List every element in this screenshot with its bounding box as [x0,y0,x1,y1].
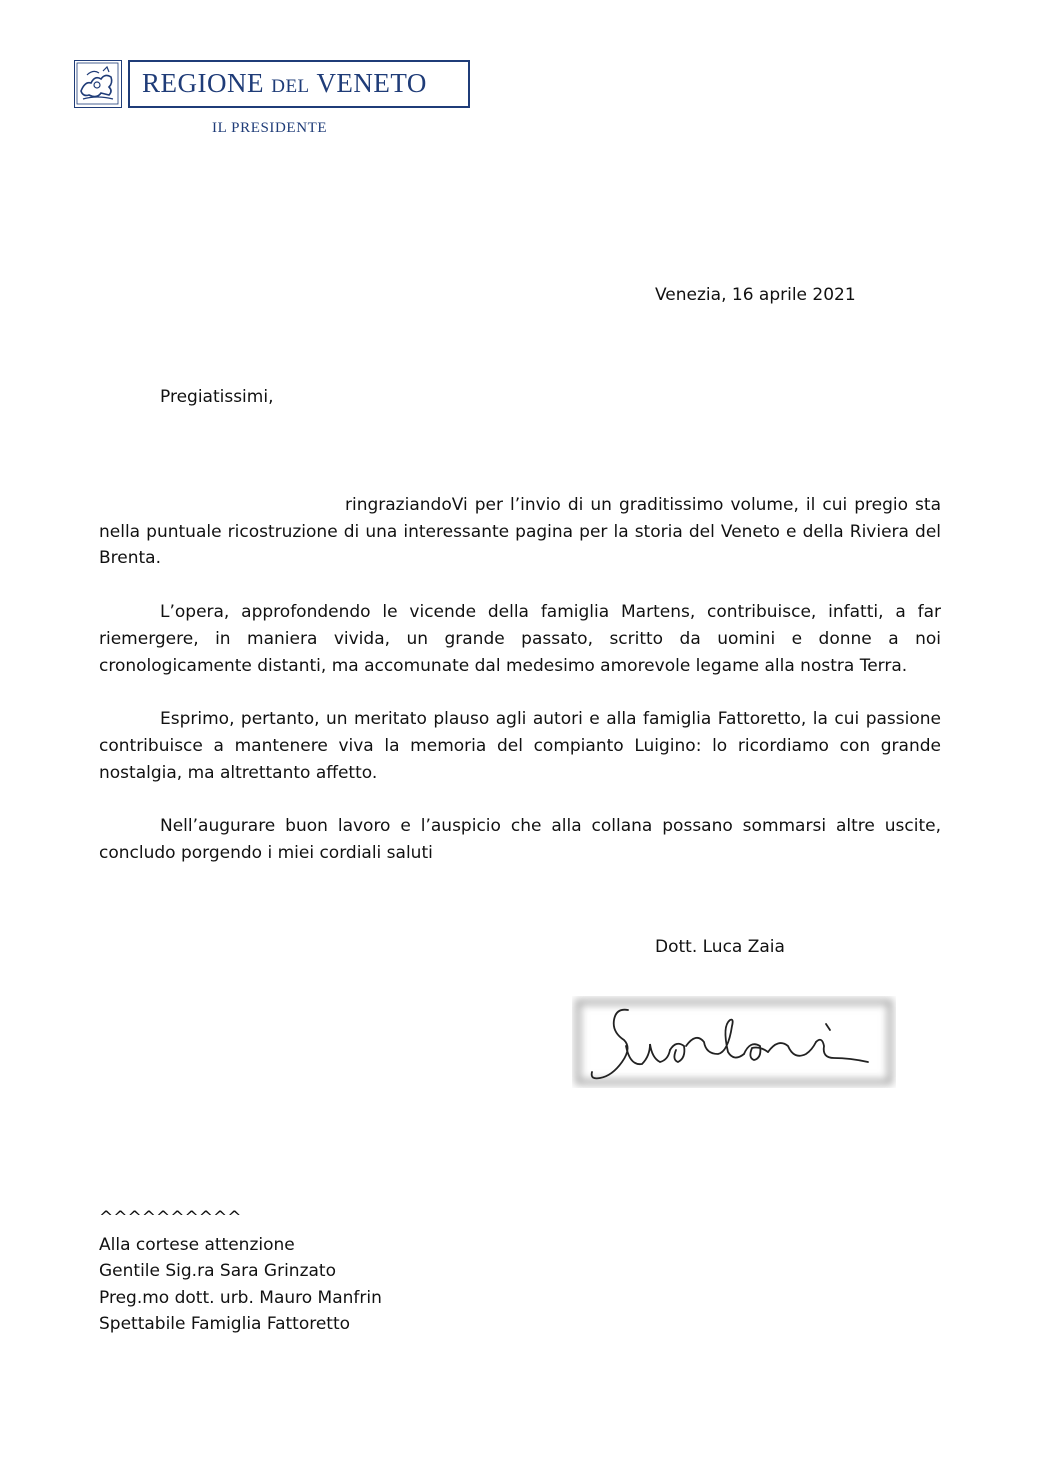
body-paragraph: ringraziandoVi per l’invio di un graditissimo volume, il cui pregio sta nella puntuale ricostruzione di una interessante pagina per la storia del Veneto e della Riviera del Brenta. [99,495,941,569]
region-name-part1: REGIONE [142,68,264,98]
separator-line: ^^^^^^^^^^ [99,1208,242,1228]
recipient-line: Gentile Sig.ra Sara Grinzato [99,1261,336,1282]
region-name [142,68,427,99]
body-paragraph: Nell’augurare buon lavoro e l’auspicio che alla collana possano sommarsi altre uscite, concludo porgendo i miei cordiali saluti [99,816,941,864]
recipient-line: Preg.mo dott. urb. Mauro Manfrin [99,1287,382,1308]
body-paragraph: L’opera, approfondendo le vicende della famiglia Martens, contribuisce, infatti, a far riemergere, in maniera vivida, un grande passato, scritto da uomini e donne a noi cronologicamente distanti, ma accomunate dal medesimo amorevole legame alla nostra Terra. [99,602,941,676]
recipient-line: Spettabile Famiglia Fattoretto [99,1314,351,1335]
letter-body [99,492,941,894]
region-name-part3: VENETO [316,68,427,98]
letterhead-subtitle: IL PRESIDENTE [212,120,328,136]
lion-of-st-mark-emblem-icon [74,60,122,108]
handwritten-signature-icon [572,996,896,1088]
body-paragraph: Esprimo, pertanto, un meritato plauso agli autori e alla famiglia Fattoretto, la cui passione contribuisce a mantenere viva la memoria del compianto Luigino: lo ricordiamo con grande nostalgia, ma altrettanto affetto. [99,709,941,783]
letter-date: Venezia, 16 aprile 2021 [655,285,856,305]
salutation: Pregiatissimi, [160,387,274,407]
region-name-part2: DEL [271,76,310,97]
recipient-line: Alla cortese attenzione [99,1234,295,1255]
region-logo [128,60,470,108]
signer-name: Dott. Luca Zaia [655,937,785,957]
letterhead [74,60,474,150]
recipients-block [99,1205,382,1338]
